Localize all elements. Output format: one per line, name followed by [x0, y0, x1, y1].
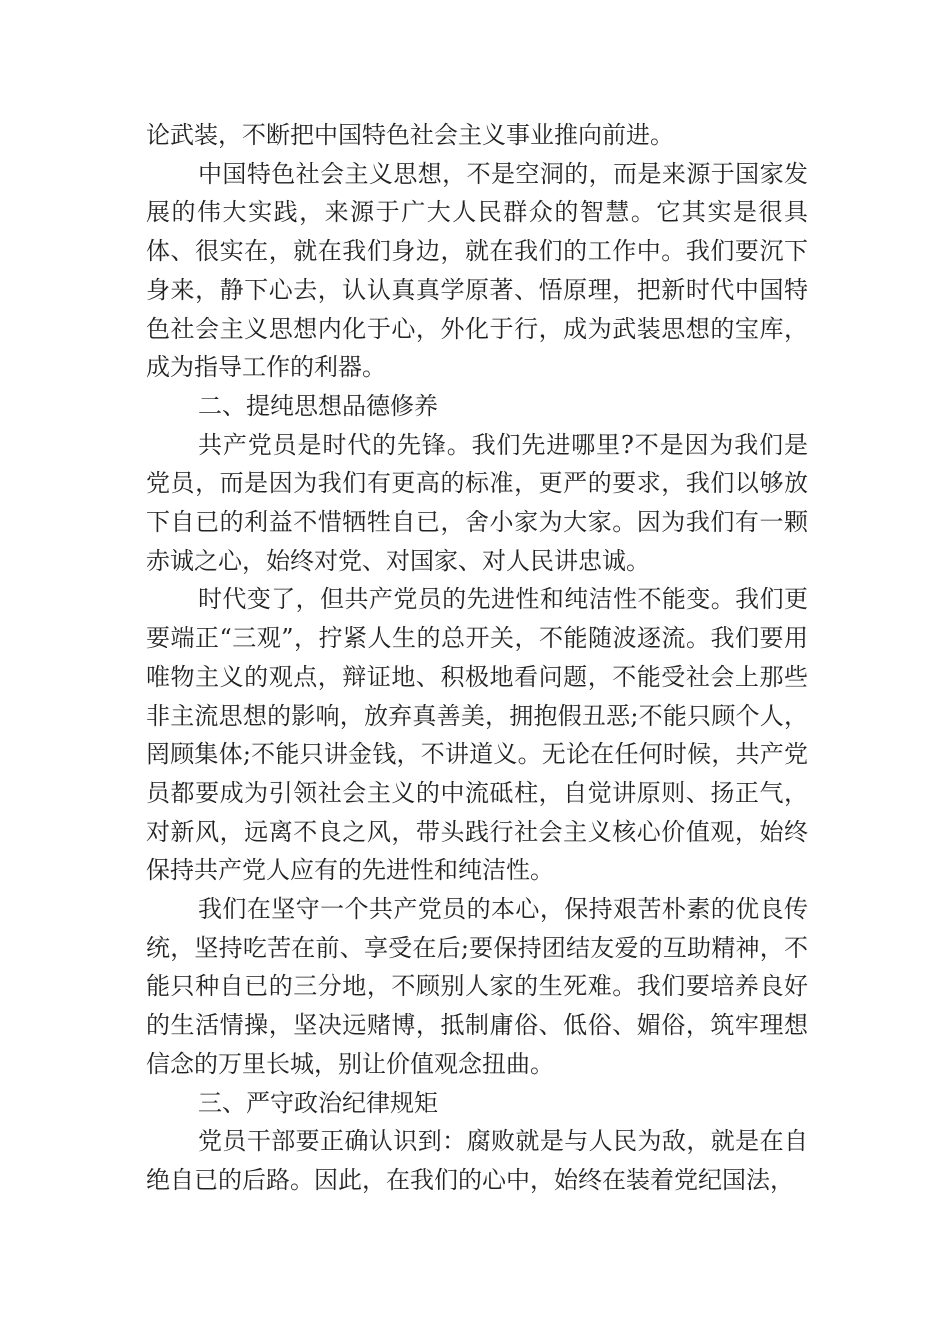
paragraph: 共产党员是时代的先锋。我们先进哪里?不是因为我们是党员，而是因为我们有更高的标准，更严的要求，我们以够放下自已的利益不惜牺牲自已，舍小家为大家。因为我们有一颗赤诚之心，始终对党、对国家、对人民讲忠诚。	[146, 430, 808, 575]
paragraph: 中国特色社会主义思想，不是空洞的，而是来源于国家发展的伟大实践，来源于广大人民群众的智慧。它其实是很具体、很实在，就在我们身边，就在我们的工作中。我们要沉下身来，静下心去，认认真真学原著、悟原理，把新时代中国特色社会主义思想内化于心，外化于行，成为武装思想的宝库，成为指导工作的利器。	[146, 159, 808, 382]
paragraph: 党员干部要正确认识到：腐败就是与人民为敌，就是在自绝自已的后路。因此，在我们的心中，始终在装着党纪国法，	[146, 1127, 808, 1194]
paragraph-continuation: 论武装，不断把中国特色社会主义事业推向前进。	[146, 121, 674, 149]
document-body	[146, 116, 808, 1200]
section-heading: 二、提纯思想品德修养	[198, 391, 438, 420]
section-heading: 三、严守政治纪律规矩	[198, 1088, 438, 1117]
paragraph: 时代变了，但共产党员的先进性和纯洁性不能变。我们更要端正“三观”，拧紧人生的总开关，不能随波逐流。我们要用唯物主义的观点，辩证地、积极地看问题，不能受社会上那些非主流思想的影响，放弃真善美，拥抱假丑恶;不能只顾个人，罔顾集体;不能只讲金钱，不讲道义。无论在任何时候，共产党员都要成为引领社会主义的中流砥柱，自觉讲原则、扬正气，对新风，远离不良之风，带头践行社会主义核心价值观，始终保持共产党人应有的先进性和纯洁性。	[146, 585, 808, 885]
paragraph: 我们在坚守一个共产党员的本心，保持艰苦朴素的优良传统，坚持吃苦在前、享受在后;要保持团结友爱的互助精神，不能只种自已的三分地，不顾别人家的生死难。我们要培养良好的生活情操，坚决远赌博，抵制庸俗、低俗、媚俗，筑牢理想信念的万里长城，别让价值观念扭曲。	[146, 895, 808, 1078]
